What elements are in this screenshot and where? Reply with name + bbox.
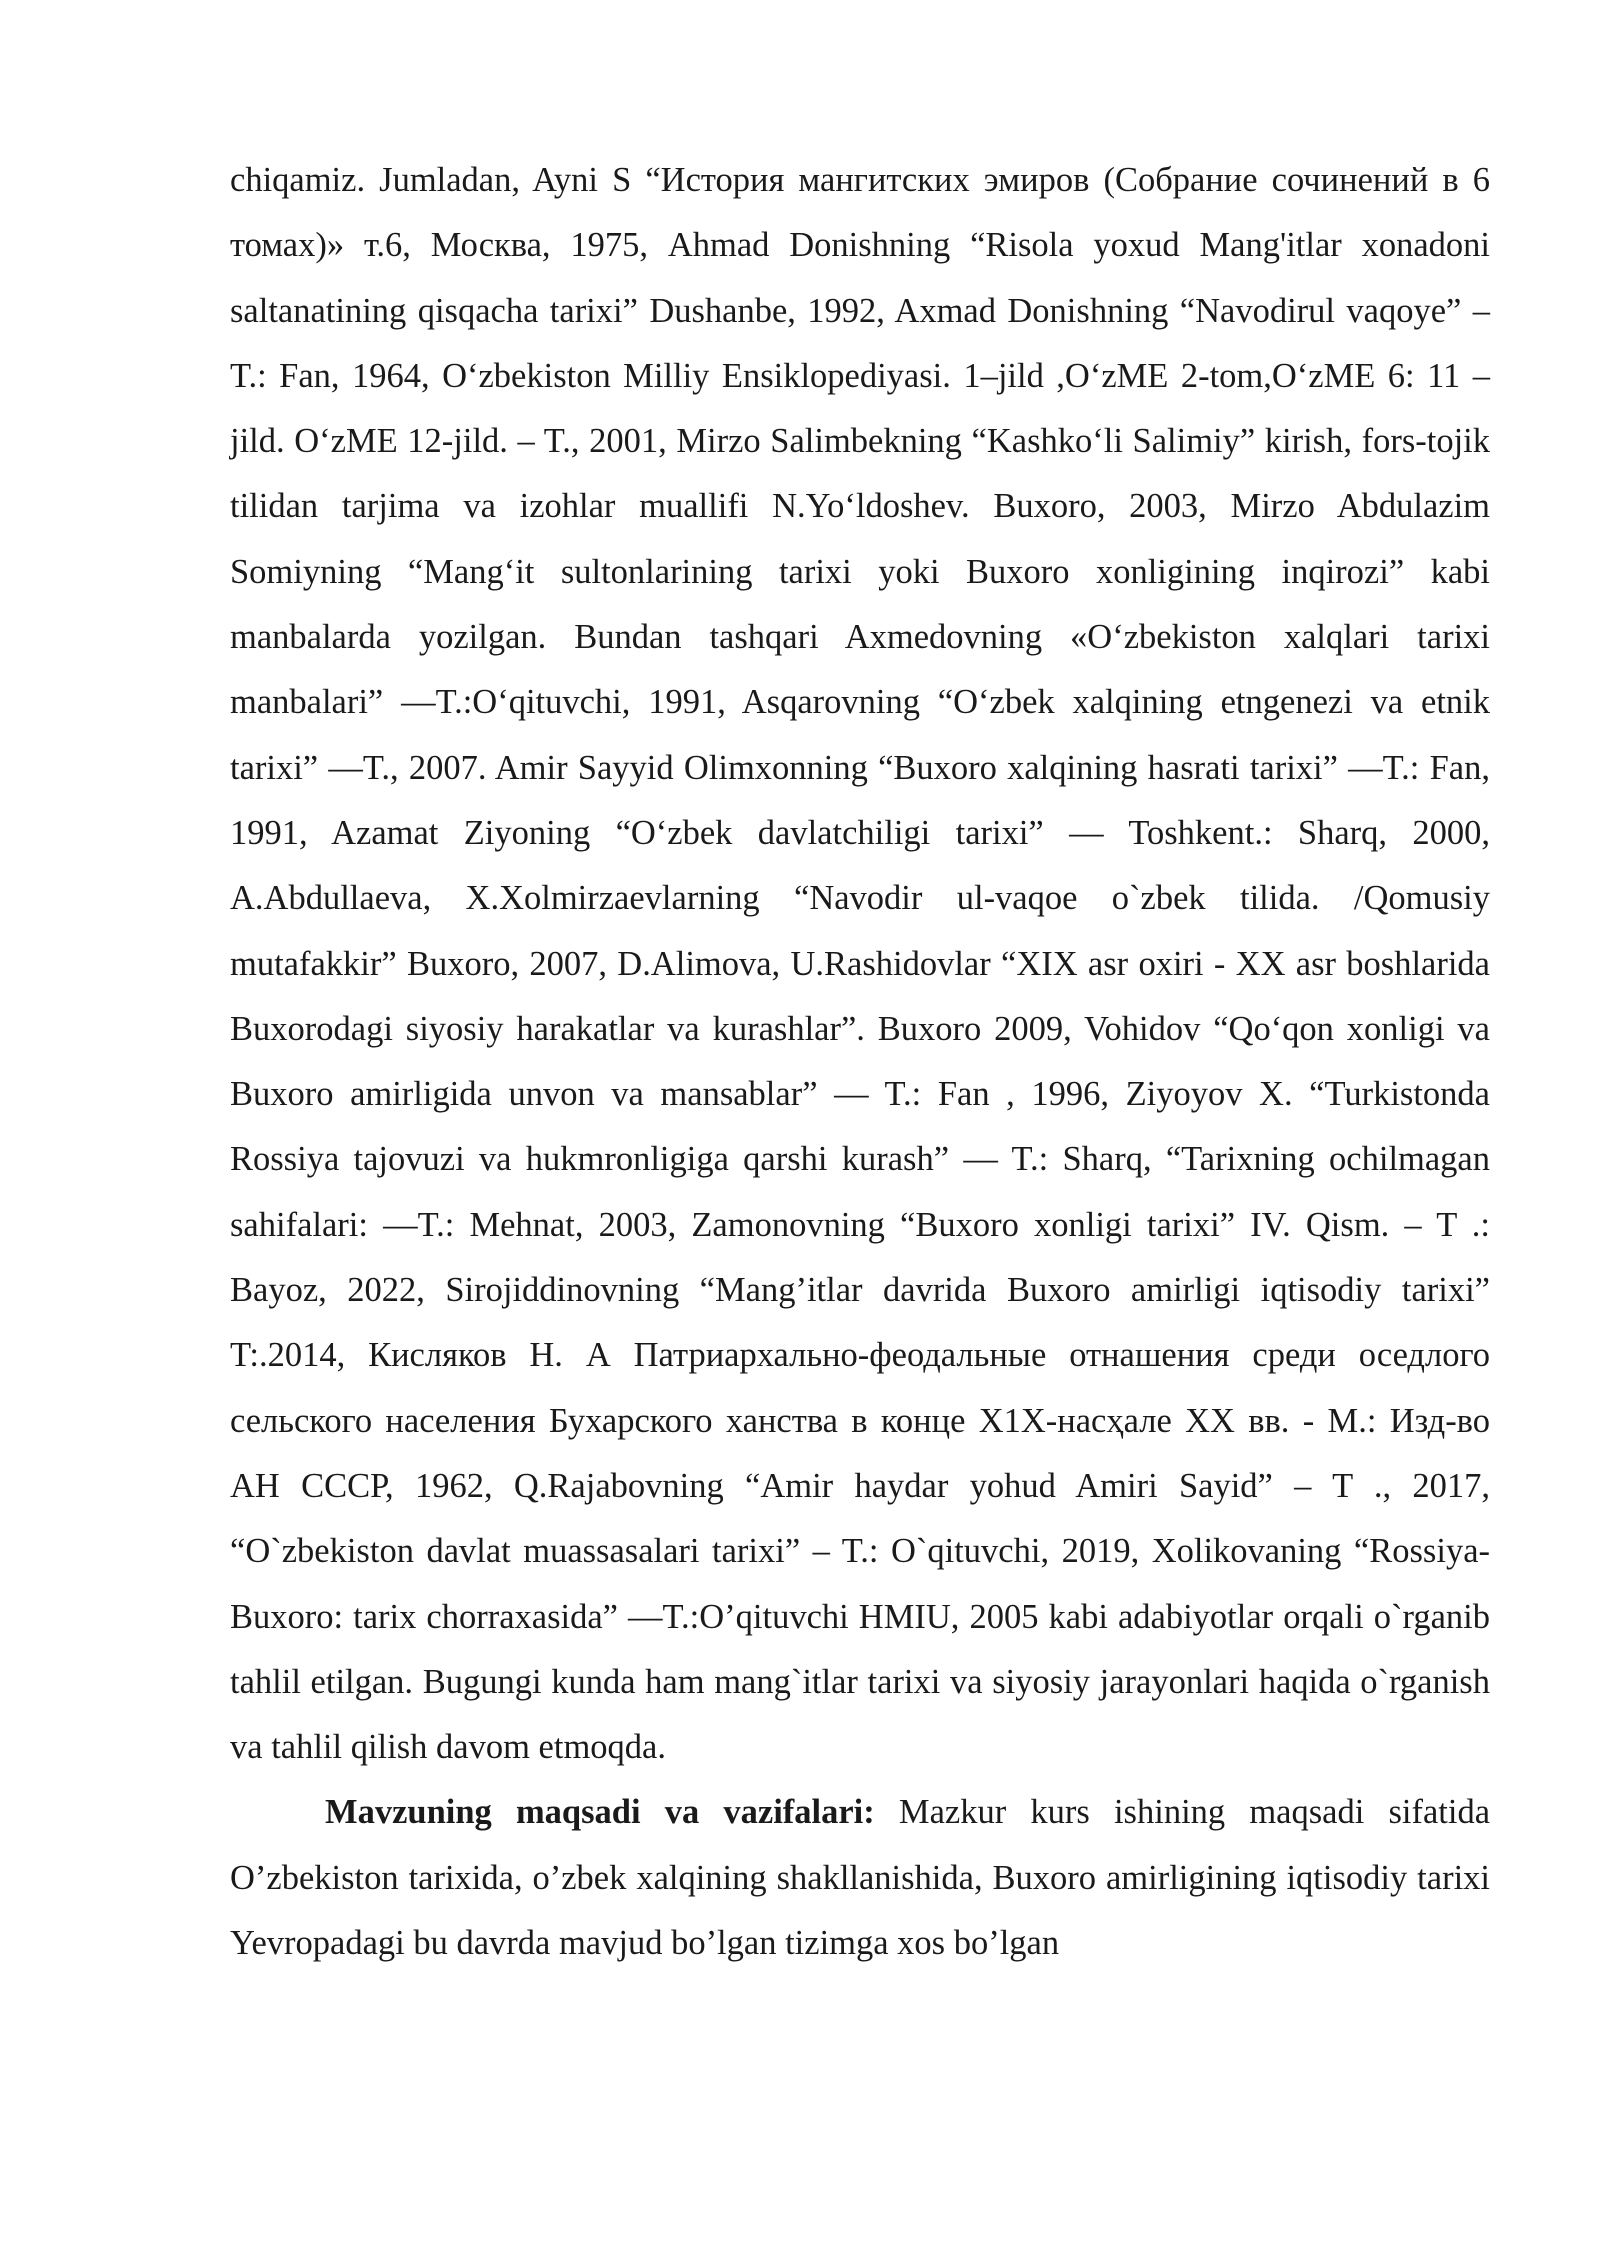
bibliography-paragraph: chiqamiz. Jumladan, Ayni S “История мангитских эмиров (Собрание сочинений в 6 томах)» т.6, Москва, 1975, Ahmad Donishning “Risola yoxud Mang'itlar xonadoni saltanatining qisqacha tarixi” Dushanbe, 1992, Axmad Donishning “Navodirul vaqoye” – T.: Fan, 1964, O‘zbekiston Milliy Ensiklopediyasi. 1–jild ,O‘zME 2-tom,O‘zME 6: 11 –jild. O‘zME 12-jild. – T., 2001, Mirzo Salimbekning “Kashko‘li Salimiy” kirish, fors-tojik tilidan tarjima va izohlar muallifi N.Yo‘ldoshev. Buxoro, 2003, Mirzo Abdulazim Somiyning “Mang‘it sultonlarining tarixi yoki Buxoro xonligining inqirozi” kabi manbalarda yozilgan. Bundan tashqari Axmedovning «O‘zbekiston xalqlari tarixi manbalari” —T.:O‘qituvchi, 1991, Asqarovning “O‘zbek xalqining etngenezi va etnik tarixi” —T., 2007. Amir Sayyid Olimxonning “Buxoro xalqining hasrati tarixi” —T.: Fan, 1991, Azamat Ziyoning “O‘zbek davlatchiligi tarixi” — Toshkent.: Sharq, 2000, A.Abdullaeva, X.Xolmirzaevlarning “Navodir ul-vaqoe o`zbek tilida. /Qomusiy mutafakkir” Buxoro, 2007, D.Alimova, U.Rashidovlar “XIX asr oxiri - XX asr boshlarida Buxorodagi siyosiy harakatlar va kurashlar”. Buxoro 2009, Vohidov “Qo‘qon xonligi va Buxoro amirligida unvon va mansablar” — T.: Fan , 1996, Ziyoyov X. “Turkistonda Rossiya tajovuzi va hukmronligiga qarshi kurash” — T.: Sharq, “Tarixning ochilmagan sahifalari: —T.: Mehnat, 2003, Zamonovning “Buxoro xonligi tarixi” IV. Qism. – T .: Bayoz, 2022, Sirojiddinovning “Mang’itlar davrida Buxoro amirligi iqtisodiy tarixi” T:.2014, Кисляков Н. А Патриархально-феодальные отнашения среди оседлого сельского населения Бухарского ханства в конце Х1Х-насҳале ХХ вв. - М.: Изд-во АН СССР, 1962, Q.Rajabovning “Amir haydar yohud Amiri Sayid” – T ., 2017, “O`zbekiston davlat muassasalari tarixi” – T.: O`qituvchi, 2019, Xolikovaning “Rossiya-Buxoro: tarix chorraxasida” —T.:O’qituvchi HMIU, 2005 kabi adabiyotlar orqali o`rganib tahlil etilgan. Bugungi kunda ham mang`itlar tarixi va siyosiy jarayonlari haqida o`rganish va tahlil qilish davom etmoqda. (230, 161, 1490, 1767)
document-body (230, 148, 1490, 1976)
aims-paragraph (230, 1780, 1490, 1976)
aims-heading: Mavzuning maqsadi va vazifalari: (325, 1793, 875, 1832)
aims-body: Mazkur kurs ishining maqsadi sifatida O’zbekiston tarixida, o’zbek xalqining shakllanishida, Buxoro amirligining iqtisodiy tarixi Yevropadagi bu davrda mavjud bo’lgan tizimga xos bo’lgan (230, 1793, 1491, 1963)
